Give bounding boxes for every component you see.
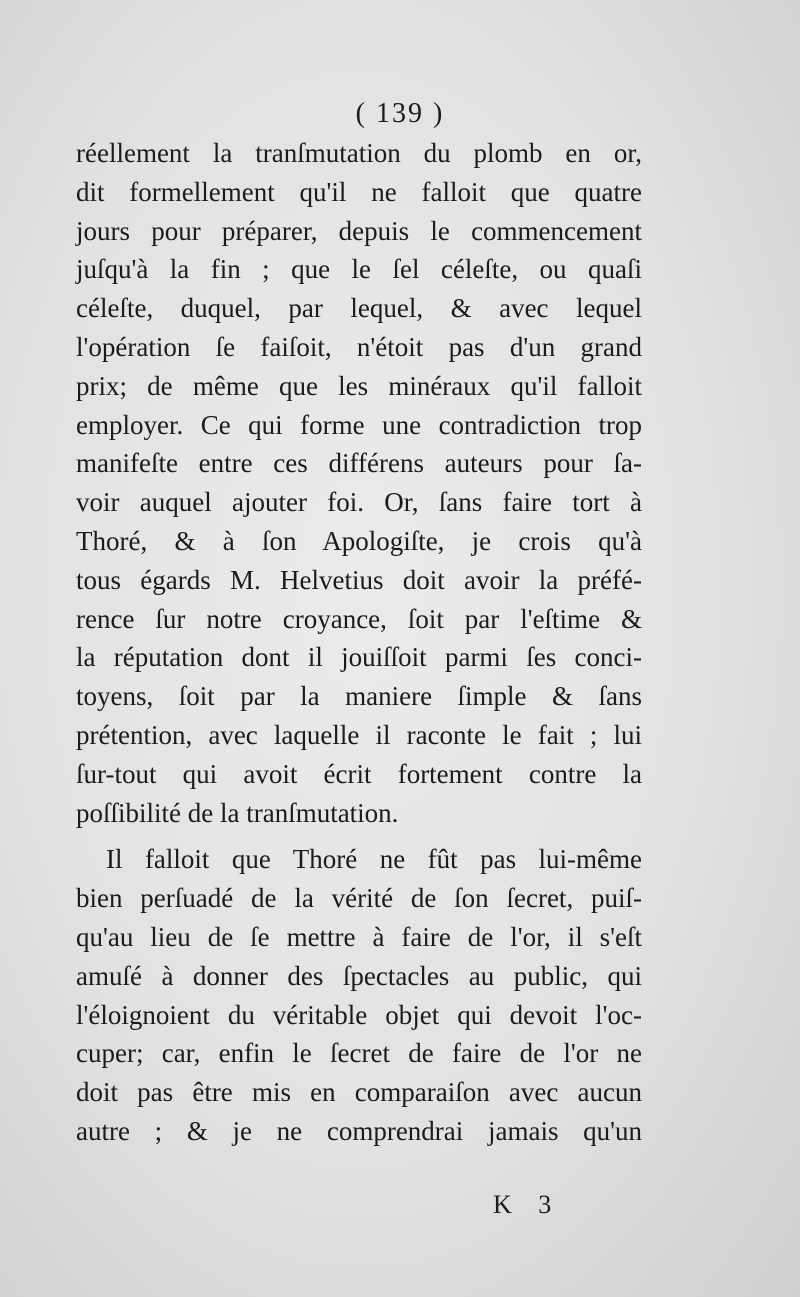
text-line: Il falloit que Thoré ne fût pas lui-même xyxy=(106,844,642,875)
text-line: tous égards M. Helvetius doit avoir la préfé- xyxy=(76,564,642,595)
text-line: doit pas être mis en comparaiſon avec aucun xyxy=(76,1077,642,1108)
text-line: réellement la tranſmutation du plomb en or, xyxy=(76,138,642,168)
paragraph-1 xyxy=(76,134,642,832)
text-line: jours pour préparer, depuis le commencement xyxy=(76,215,642,246)
text-line: dit formellement qu'il ne falloit que quatre xyxy=(76,176,642,207)
text-line: amuſé à donner des ſpectacles au public, qui xyxy=(76,960,642,991)
text-line: autre ; & je ne comprendrai jamais qu'un xyxy=(76,1115,642,1146)
text-line: poſſibilité de la tranſmutation. xyxy=(76,797,399,828)
text-line: prix; de même que les minéraux qu'il falloit xyxy=(76,370,642,401)
paragraph-2 xyxy=(76,840,642,1150)
text-line: l'opération ſe faiſoit, n'étoit pas d'un grand xyxy=(76,331,642,362)
text-line: bien perſuadé de la vérité de ſon ſecret, puiſ- xyxy=(76,883,642,914)
text-line: employer. Ce qui forme une contradiction trop xyxy=(76,409,642,440)
text-line: l'éloignoient du véritable objet qui devoit l'oc- xyxy=(76,999,642,1030)
text-line: la réputation dont il jouiſſoit parmi ſes conci- xyxy=(76,642,642,673)
body-text xyxy=(76,134,642,1151)
text-line: cuper; car, enfin le ſecret de faire de l'or ne xyxy=(76,1038,642,1069)
text-line: juſqu'à la fin ; que le ſel céleſte, ou quaſi xyxy=(76,254,642,285)
text-line: ſur-tout qui avoit écrit fortement contre la xyxy=(76,758,642,789)
text-line: rence ſur notre croyance, ſoit par l'eſtime & xyxy=(76,603,642,634)
signature-mark: K 3 xyxy=(493,1190,562,1219)
text-line: manifeſte entre ces différens auteurs pour ſa- xyxy=(76,448,642,479)
text-line: qu'au lieu de ſe mettre à faire de l'or, il s'eſt xyxy=(76,921,642,952)
text-line: voir auquel ajouter foi. Or, ſans faire tort à xyxy=(76,487,642,518)
text-line: céleſte, duquel, par lequel, & avec lequel xyxy=(76,293,642,324)
text-line: toyens, ſoit par la maniere ſimple & ſans xyxy=(76,681,642,712)
text-line: Thoré, & à ſon Apologiſte, je crois qu'à xyxy=(76,525,642,556)
text-line: prétention, avec laquelle il raconte le fait ; lui xyxy=(76,719,642,750)
page-number: ( 139 ) xyxy=(355,98,445,129)
